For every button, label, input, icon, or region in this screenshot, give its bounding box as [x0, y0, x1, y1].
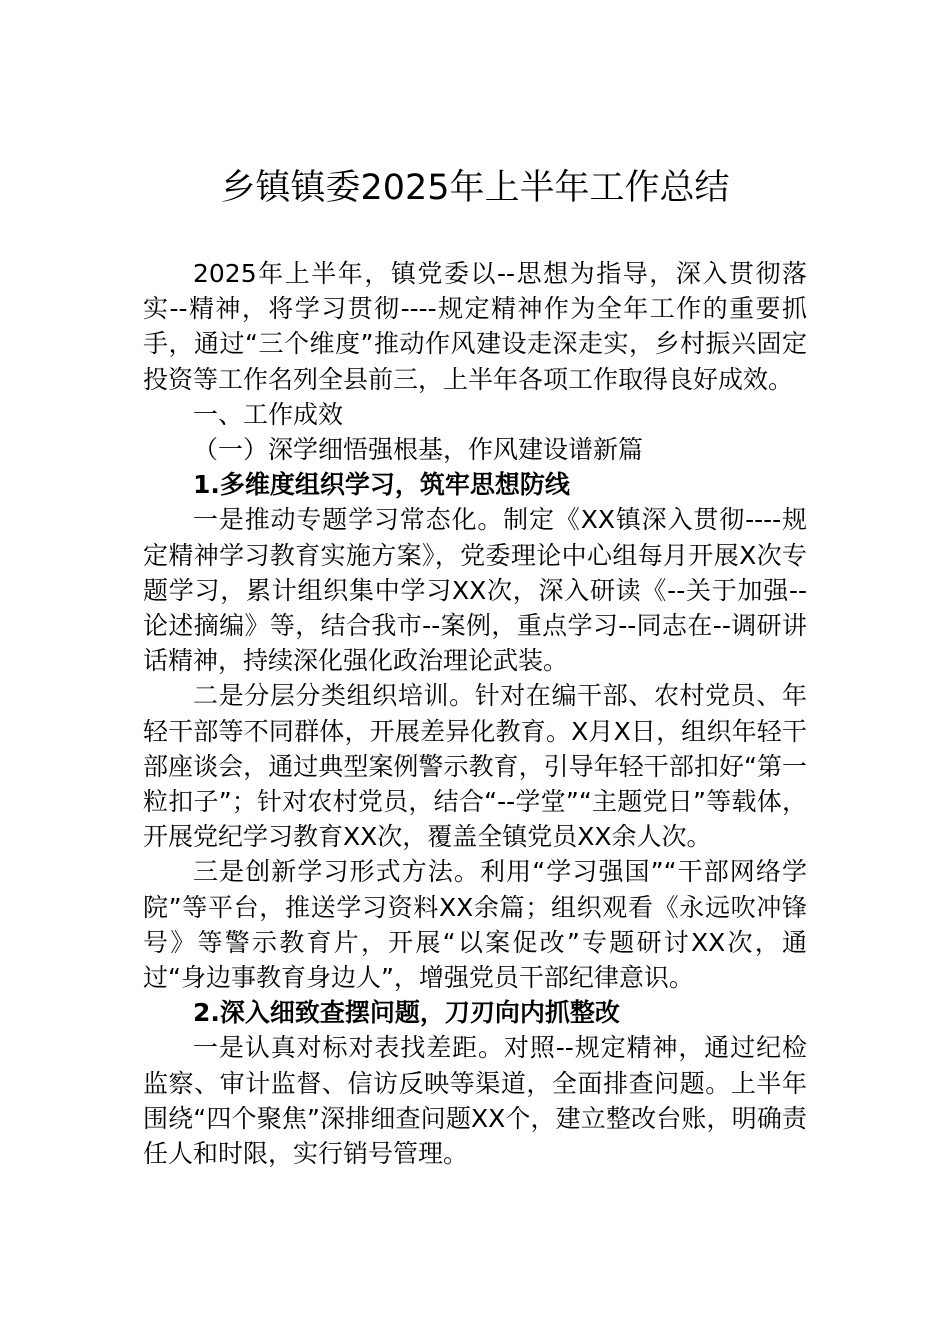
body-paragraph: 一是认真对标对表找差距。对照--规定精神，通过纪检监察、审计监督、信访反映等渠道，全面排查问题。上半年围绕“四个聚焦”深排细查问题XX个，建立整改台账，明确责任人和时限，实行销号管理。 — [143, 1033, 807, 1169]
body-paragraph: 二是分层分类组织培训。针对在编干部、农村党员、年轻干部等不同群体，开展差异化教育。X月X日，组织年轻干部座谈会，通过典型案例警示教育，引导年轻干部扣好“第一粒扣子”；针对农村党员，结合“--学堂”“主题党日”等载体，开展党纪学习教育XX次，覆盖全镇党员XX余人次。 — [143, 681, 807, 852]
document-body — [143, 256, 807, 1171]
body-paragraph: 三是创新学习形式方法。利用“学习强国”“干部网络学院”等平台，推送学习资料XX余篇；组织观看《永远吹冲锋号》等警示教育片，开展“以案促改”专题研讨XX次，通过“身边事教育身边人”，增强党员干部纪律意识。 — [143, 857, 807, 993]
subsection-heading: （一）深学细悟强根基，作风建设谱新篇 — [193, 435, 644, 465]
section-heading: 一、工作成效 — [193, 399, 344, 429]
item-heading: 2.深入细致查摆问题，刀刃向内抓整改 — [193, 998, 620, 1028]
document-title: 乡镇镇委2025年上半年工作总结 — [220, 168, 730, 208]
intro-paragraph: 2025年上半年，镇党委以--思想为指导，深入贯彻落实--精神，将学习贯彻----规定精神作为全年工作的重要抓手，通过“三个维度”推动作风建设走深走实，乡村振兴固定投资等工作名列全县前三，上半年各项工作取得良好成效。 — [143, 259, 807, 394]
item-heading: 1.多维度组织学习，筑牢思想防线 — [193, 470, 570, 500]
body-paragraph: 一是推动专题学习常态化。制定《XX镇深入贯彻----规定精神学习教育实施方案》，党委理论中心组每月开展X次专题学习，累计组织集中学习XX次，深入研读《--关于加强--论述摘编》等，结合我市--案例，重点学习--同志在--调研讲话精神，持续深化强化政治理论武装。 — [143, 505, 807, 676]
